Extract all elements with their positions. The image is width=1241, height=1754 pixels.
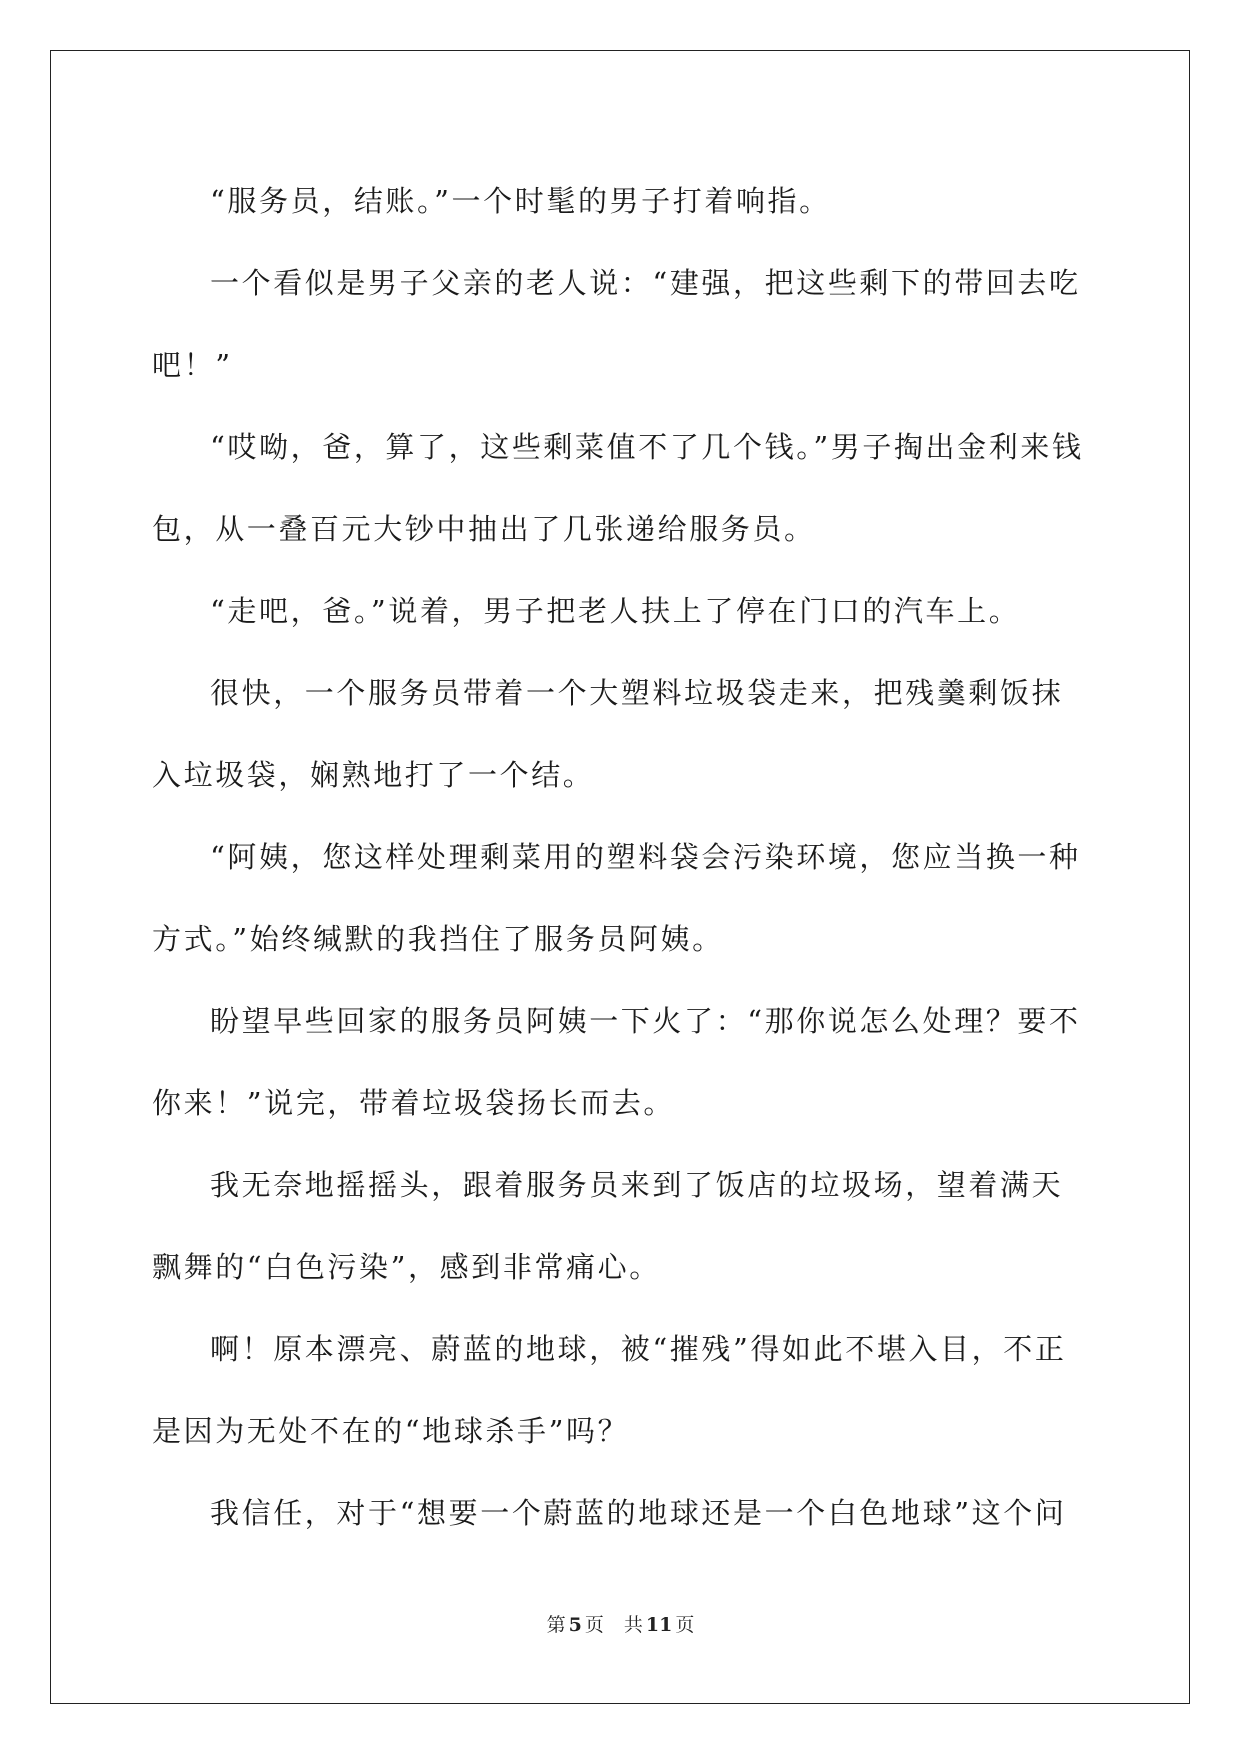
paragraph-7: 盼望早些回家的服务员阿姨一下火了：“那你说怎么处理？要不你来！”说完，带着垃圾袋扬长而去。 [152,1004,1081,1120]
total-suffix: 页 [675,1614,695,1636]
paragraph-10: 我信任，对于“想要一个蔚蓝的地球还是一个白色地球”这个问 [210,1496,1067,1530]
total-pages-number: 11 [645,1614,673,1636]
paragraph-3: “哎呦，爸，算了，这些剩菜值不了几个钱。”男子掏出金利来钱包，从一叠百元大钞中抽出了几张递给服务员。 [152,430,1084,546]
paragraph-9: 啊！原本漂亮、蔚蓝的地球，被“摧残”得如此不堪入目，不正是因为无处不在的“地球杀手”吗？ [152,1332,1067,1448]
paragraph-4: “走吧，爸。”说着，男子把老人扶上了停在门口的汽车上。 [210,594,1021,628]
page-suffix: 页 [584,1614,604,1636]
page-prefix: 第 [546,1614,566,1636]
paragraph-2: 一个看似是男子父亲的老人说：“建强，把这些剩下的带回去吃吧！” [152,266,1081,382]
paragraph-5: 很快，一个服务员带着一个大塑料垃圾袋走来，把残羹剩饭抹入垃圾袋，娴熟地打了一个结。 [152,676,1064,792]
current-page-number: 5 [568,1614,582,1636]
paragraph-6: “阿姨，您这样处理剩菜用的塑料袋会污染环境，您应当换一种方式。”始终缄默的我挡住了服务员阿姨。 [152,840,1081,956]
paragraph-8: 我无奈地摇摇头，跟着服务员来到了饭店的垃圾场，望着满天飘舞的“白色污染”，感到非常痛心。 [152,1168,1064,1284]
total-prefix: 共 [623,1614,643,1636]
page-footer [0,1612,1241,1638]
paragraph-1: “服务员，结账。”一个时髦的男子打着响指。 [210,184,831,218]
document-body [152,160,1088,1554]
